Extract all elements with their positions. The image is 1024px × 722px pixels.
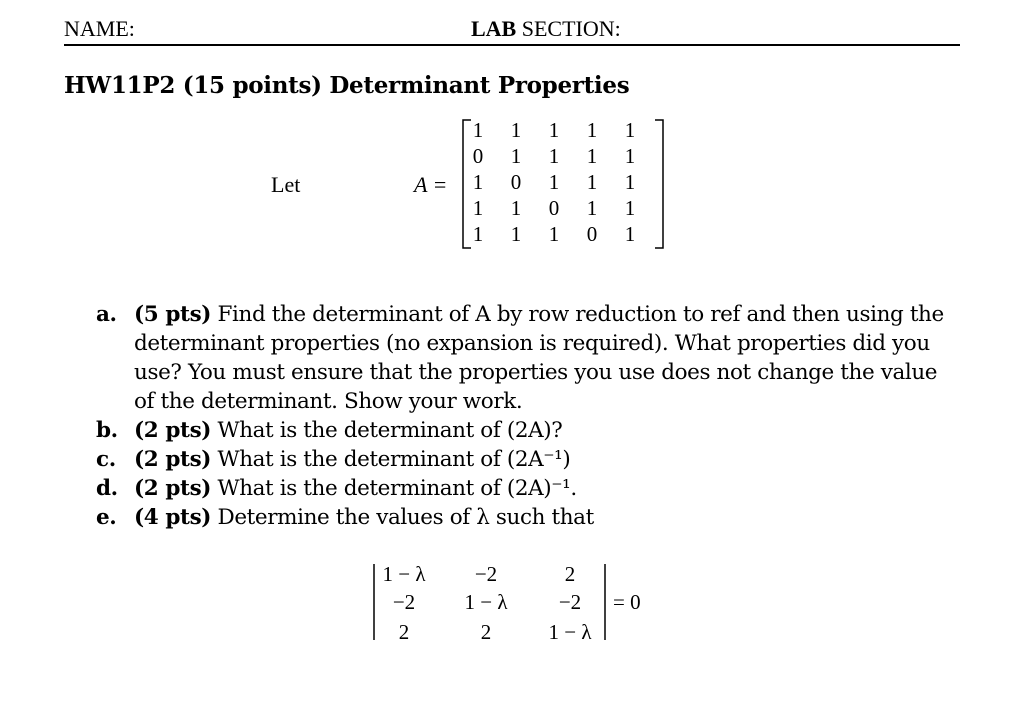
problem-text: Find the determinant of A by row reduction to ref and then using the determinant properties (no expansion is required). What properties did you use? You must ensure that the properties you use does not change the value of the determinant. Show your work.: [134, 302, 944, 414]
determinant-cell: 2: [398, 620, 410, 644]
matrix-cell: 1: [624, 144, 636, 168]
matrix-cell: 0: [548, 196, 560, 220]
problem-text: What is the determinant of (2A)⁻¹.: [211, 476, 577, 501]
determinant-cell: 2: [564, 562, 576, 586]
matrix-cell: 1: [510, 222, 522, 246]
matrix-cell: 1: [548, 222, 560, 246]
matrix-a: [462, 118, 664, 250]
page-header: [64, 14, 960, 46]
matrix-cell: 1: [510, 118, 522, 142]
matrix-cell: 1: [510, 196, 522, 220]
matrix-cell: 1: [548, 144, 560, 168]
matrix-cell: 0: [586, 222, 598, 246]
determinant-rhs: = 0: [613, 590, 641, 614]
determinant-cell: −2: [392, 590, 416, 614]
homework-title: HW11P2 (15 points) Determinant Properties: [64, 72, 630, 99]
problem-d: [96, 474, 956, 503]
matrix-cell: 0: [510, 170, 522, 194]
problem-text: Determine the values of λ such that: [211, 505, 594, 530]
matrix-lhs-text: A =: [414, 172, 448, 197]
problem-a: [96, 300, 956, 416]
problem-b: [96, 416, 956, 445]
problem-points: (4 pts): [134, 505, 212, 530]
name-label: NAME:: [64, 16, 135, 41]
matrix-cell: 1: [586, 196, 598, 220]
matrix-cell: 1: [624, 222, 636, 246]
matrix-lhs: [414, 172, 447, 198]
problem-label: b.: [96, 418, 118, 443]
matrix-cell: 1: [624, 196, 636, 220]
problem-points: (2 pts): [134, 476, 212, 501]
matrix-cell: 1: [548, 118, 560, 142]
lab-section-label: [471, 16, 621, 42]
let-label: Let: [271, 172, 301, 197]
problem-c: [96, 445, 956, 474]
matrix-cell: 1: [586, 170, 598, 194]
matrix-cell: 1: [510, 144, 522, 168]
matrix-cell: 1: [586, 118, 598, 142]
matrix-cell: 0: [472, 144, 484, 168]
problem-label: c.: [96, 447, 116, 472]
problem-points: (2 pts): [134, 418, 212, 443]
lab-bold-text: LAB: [471, 16, 517, 41]
matrix-cell: 1: [472, 222, 484, 246]
problem-label: a.: [96, 302, 117, 327]
matrix-cell: 1: [472, 118, 484, 142]
problem-points: (2 pts): [134, 447, 212, 472]
problem-e: [96, 503, 956, 532]
determinant-cell: 1 − λ: [382, 562, 426, 586]
problem-list: [96, 300, 956, 532]
matrix-cell: 1: [624, 170, 636, 194]
matrix-cell: 1: [472, 196, 484, 220]
determinant-cell: 1 − λ: [548, 620, 592, 644]
matrix-cell: 1: [624, 118, 636, 142]
problem-text: What is the determinant of (2A⁻¹): [211, 447, 571, 472]
determinant-cell: 1 − λ: [464, 590, 508, 614]
determinant-cell: −2: [558, 590, 582, 614]
matrix-cell: 1: [586, 144, 598, 168]
determinant-cell: 2: [480, 620, 492, 644]
problem-label: e.: [96, 505, 117, 530]
lab-rest-text: SECTION:: [516, 16, 621, 41]
problem-label: d.: [96, 476, 118, 501]
problem-points: (5 pts): [134, 302, 212, 327]
matrix-cell: 1: [548, 170, 560, 194]
determinant-cell: −2: [474, 562, 498, 586]
problem-text: What is the determinant of (2A)?: [211, 418, 563, 443]
matrix-cell: 1: [472, 170, 484, 194]
